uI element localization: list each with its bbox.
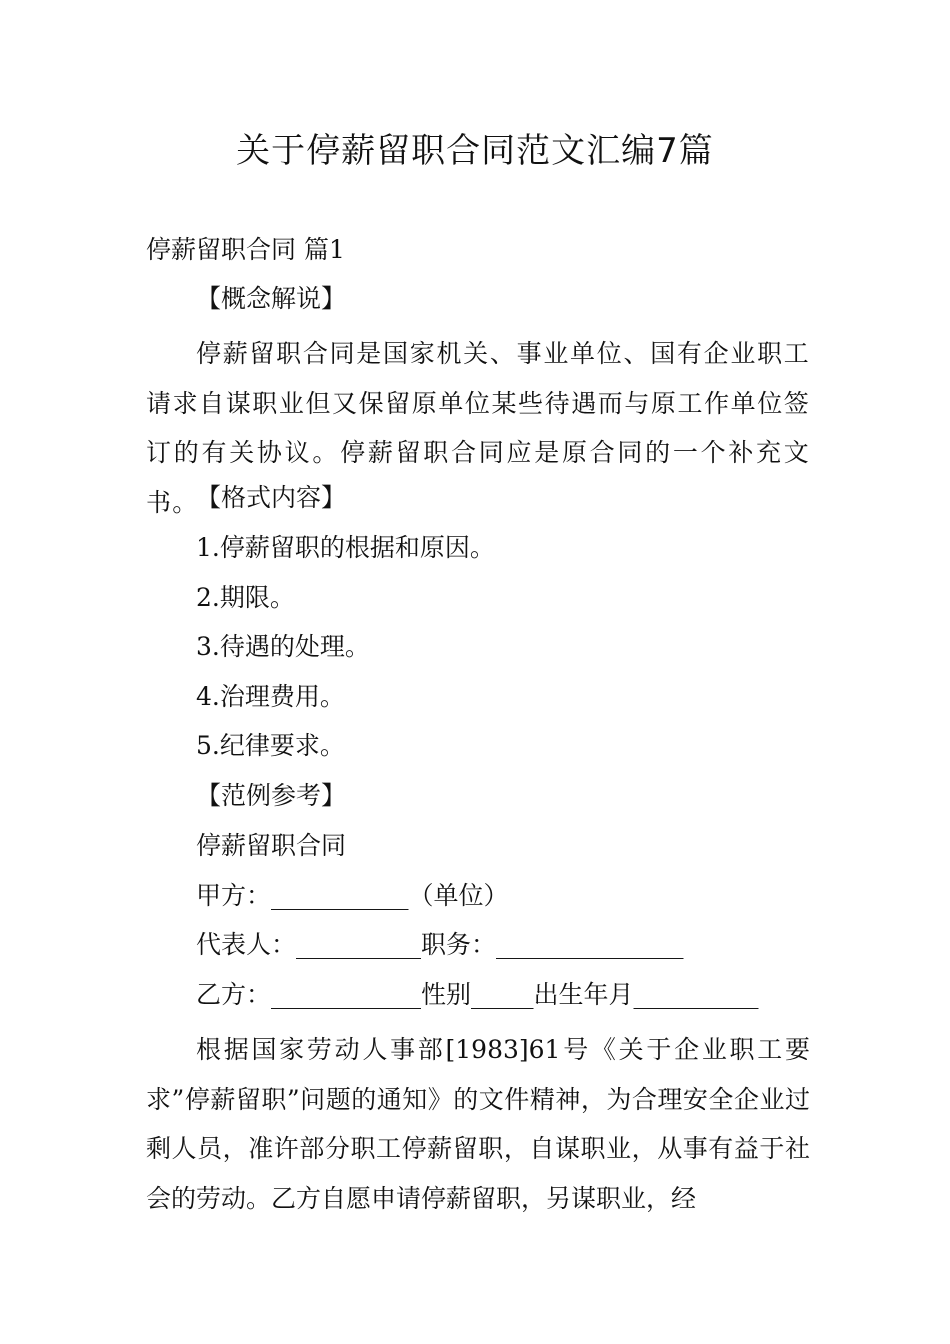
format-item: 4.治理费用。 (196, 682, 345, 711)
format-item: 1.停薪留职的根据和原因。 (196, 533, 495, 562)
section-heading: 停薪留职合同 篇1 (146, 235, 345, 264)
representative-line: 代表人：__________职务：_______________ (196, 930, 684, 959)
example-heading: 【范例参考】 (196, 781, 347, 810)
format-item: 5.纪律要求。 (196, 731, 345, 760)
format-item: 2.期限。 (196, 583, 295, 612)
contract-title: 停薪留职合同 (196, 831, 347, 860)
party-a-line: 甲方：___________（单位） (196, 881, 509, 910)
document-title: 关于停薪留职合同范文汇编7篇 (236, 131, 714, 171)
body-paragraph: 根据国家劳动人事部[1983]61号《关于企业职工要求”停薪留职”问题的通知》的文件精神，为合理安全企业过剩人员，准许部分职工停薪留职，自谋职业，从事有益于社会的劳动。乙方自愿申请停薪留职，另谋职业，经 (146, 1035, 810, 1213)
format-heading: 【格式内容】 (196, 483, 347, 512)
concept-heading: 【概念解说】 (196, 284, 347, 313)
party-b-line: 乙方：____________性别_____出生年月__________ (196, 980, 759, 1009)
format-item: 3.待遇的处理。 (196, 632, 370, 661)
concept-paragraph: 停薪留职合同是国家机关、事业单位、国有企业职工请求自谋职业但又保留原单位某些待遇而与原工作单位签订的有关协议。停薪留职合同应是原合同的一个补充文书。 (146, 339, 810, 517)
